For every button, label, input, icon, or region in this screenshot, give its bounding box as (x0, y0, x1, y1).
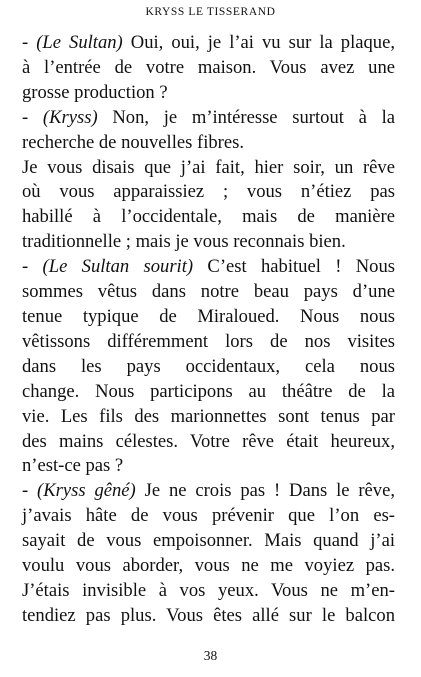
text-line: change. Nous participons au théâtre de la (22, 380, 395, 402)
text-line: J’étais invisible à vos yeux. Vous ne m’en- (22, 579, 395, 601)
page-number: 38 (203, 648, 218, 663)
text-line: tenue typique de Miraloued. Nous nous (22, 305, 395, 327)
dialogue-paragraph-kryss-embarrassed (22, 479, 395, 628)
text-line: à l’entrée de votre maison. Vous avez une (22, 56, 395, 78)
line-text: C’est habituel ! Nous (193, 256, 396, 278)
narrative-paragraph (22, 156, 395, 256)
text-line: sommes vêtus dans notre beau pays d’une (22, 281, 395, 303)
dialogue-dash: - (22, 256, 43, 278)
text-line: Je vous disais que j’ai fait, hier soir, un rêve (22, 156, 395, 178)
text-line: tendiez pas plus. Vous êtes allé sur le balcon (22, 604, 395, 626)
text-line: j’avais hâte de vous prévenir que l’on es- (22, 505, 395, 527)
text-line (22, 255, 395, 280)
line-text: Oui, oui, je l’ai vu sur la plaque, (122, 32, 396, 53)
line-text: Non, je m’intéresse surtout à la (97, 106, 395, 128)
speaker-tag: (Kryss) (42, 106, 98, 128)
text-line: n’est-ce pas ? (22, 455, 124, 477)
speaker-tag: (Le Sultan) (36, 32, 123, 53)
text-line (22, 106, 395, 131)
text-line: où vous apparaissiez ; vous n’étiez pas (22, 181, 395, 203)
dialogue-paragraph-kryss (22, 106, 395, 156)
line-text: Je ne crois pas ! Dans le rêve, (135, 480, 395, 502)
text-line: traditionnelle ; mais je vous reconnais bien. (22, 231, 346, 253)
body-text (22, 31, 395, 629)
dialogue-paragraph-sultan-smiles (22, 255, 395, 479)
text-line: dans les pays occidentaux, cela nous (22, 355, 395, 377)
speaker-tag: (Kryss gêné) (37, 480, 136, 502)
text-line: sayait de vous empoisonner. Mais quand j’ai (22, 530, 395, 552)
text-line: recherche de nouvelles fibres. (22, 131, 244, 153)
dialogue-dash: - (22, 32, 37, 53)
speaker-tag: (Le Sultan sourit) (42, 256, 194, 278)
dialogue-dash: - (22, 480, 38, 502)
text-line: habillé à l’occidentale, mais de manière (22, 206, 395, 228)
text-line (22, 479, 395, 504)
text-line: vie. Les fils des marionnettes sont tenus par (22, 405, 395, 427)
text-line (22, 31, 395, 56)
dialogue-paragraph-sultan (22, 31, 395, 106)
dialogue-dash: - (22, 106, 43, 128)
text-line: vêtissons différemment lors de nos visites (22, 330, 395, 352)
text-line: des mains célestes. Votre rêve était heureux, (22, 430, 395, 452)
text-line: grosse production ? (22, 81, 168, 103)
running-header: KRYSS LE TISSERAND (145, 6, 276, 18)
text-line: voulu vous aborder, vous ne me voyiez pas. (22, 555, 395, 577)
